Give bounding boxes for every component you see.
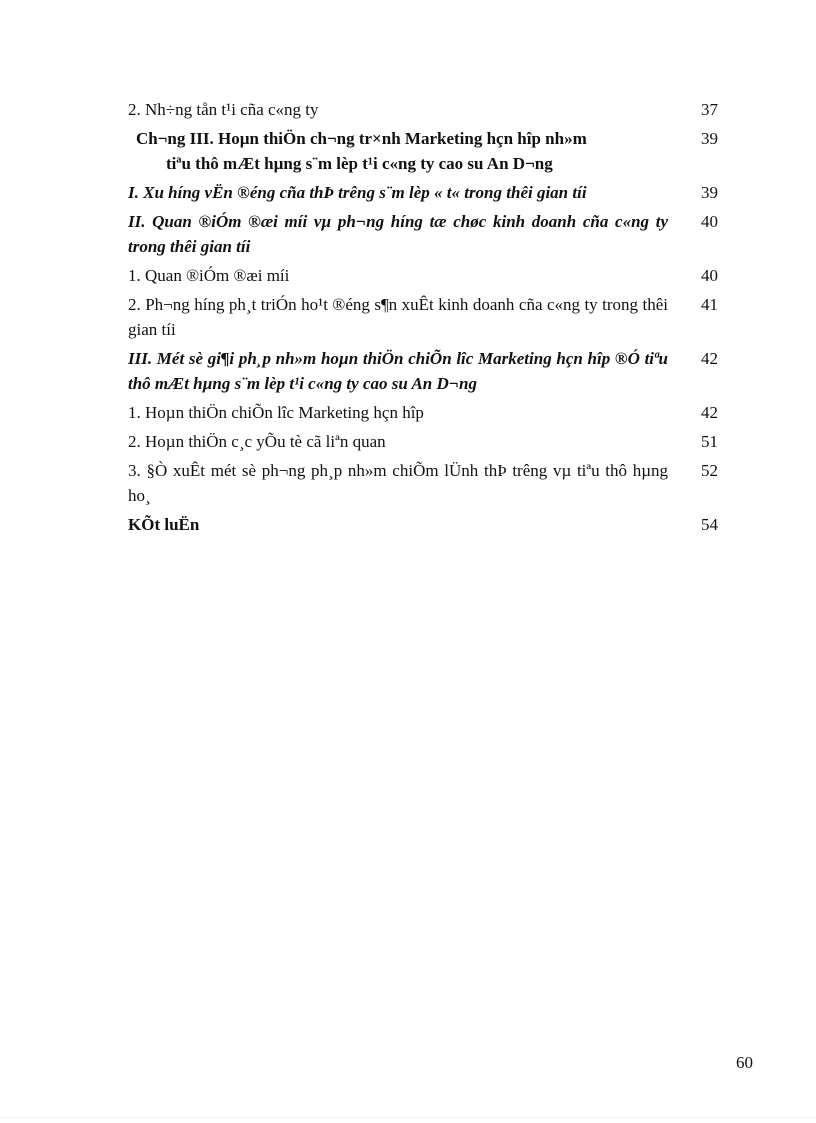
toc-entry <box>128 263 718 288</box>
toc-entry-title: 2. Ph¬ng híng ph¸t triÓn ho¹t ®éng s¶n xuÊt kinh doanh cña c«ng ty trong thêi gian tíi <box>128 295 668 339</box>
toc-entry <box>128 400 718 425</box>
table-of-contents <box>128 97 718 541</box>
toc-entry <box>128 292 718 342</box>
toc-entry-title: 2. Hoµn thiÖn c¸c yÕu tè cã liªn quan <box>128 432 386 451</box>
toc-entry <box>128 429 718 454</box>
toc-chapter-line-2: tiªu thô mÆt hµng s¨m lèp t¹i c«ng ty cao su An D¬ng <box>166 154 553 173</box>
toc-section-heading <box>128 209 718 259</box>
toc-entry-title: 2. Nh÷ng tån t¹i cña c«ng ty <box>128 100 319 119</box>
toc-entry-title: II. Quan ®iÓm ®æi míi vµ ph¬ng híng tæ chøc kinh doanh cña c«ng ty trong thêi gian tíi <box>128 212 668 256</box>
toc-entry-page: 39 <box>701 183 718 202</box>
toc-entry-title: I. Xu híng vËn ®éng cña thÞ trêng s¨m lèp « t« trong thêi gian tíi <box>128 183 587 202</box>
toc-chapter-heading <box>128 126 718 176</box>
toc-section-heading <box>128 346 718 396</box>
toc-entry-page: 40 <box>701 266 718 285</box>
toc-entry-page: 52 <box>701 461 718 480</box>
toc-entry-page: 40 <box>701 212 718 231</box>
toc-entry-title: KÕt luËn <box>128 515 200 534</box>
toc-chapter-line-1: Ch¬ng III. Hoµn thiÖn ch¬ng tr×nh Marketing hçn hîp nh»m <box>136 129 587 148</box>
toc-entry-page: 54 <box>701 515 718 534</box>
toc-entry-page: 39 <box>701 129 718 148</box>
toc-entry-page: 51 <box>701 432 718 451</box>
toc-entry-page: 42 <box>701 349 718 368</box>
toc-entry-title: 1. Quan ®iÓm ®æi míi <box>128 266 290 285</box>
page-bottom-rule <box>0 1117 816 1119</box>
toc-entry-page: 41 <box>701 295 718 314</box>
toc-entry-title <box>128 126 676 176</box>
toc-section-heading <box>128 180 718 205</box>
toc-entry-title: III. Mét sè gi¶i ph¸p nh»m hoµn thiÖn chiÕn lîc Marketing hçn hîp ®Ó tiªu thô mÆt hµng s¨m lèp t¹i c«ng ty cao su An D¬ng <box>128 349 668 393</box>
toc-entry-title: 1. Hoµn thiÖn chiÕn lîc Marketing hçn hîp <box>128 403 424 422</box>
page-number: 60 <box>736 1053 753 1072</box>
toc-entry-page: 42 <box>701 403 718 422</box>
toc-entry-title: 3. §Ò xuÊt mét sè ph¬ng ph¸p nh»m chiÕm lÜnh thÞ trêng vµ tiªu thô hµng ho¸ <box>128 461 668 505</box>
toc-entry <box>128 458 718 508</box>
toc-entry-page: 37 <box>701 100 718 119</box>
toc-entry <box>128 97 718 122</box>
toc-conclusion-heading <box>128 512 718 537</box>
